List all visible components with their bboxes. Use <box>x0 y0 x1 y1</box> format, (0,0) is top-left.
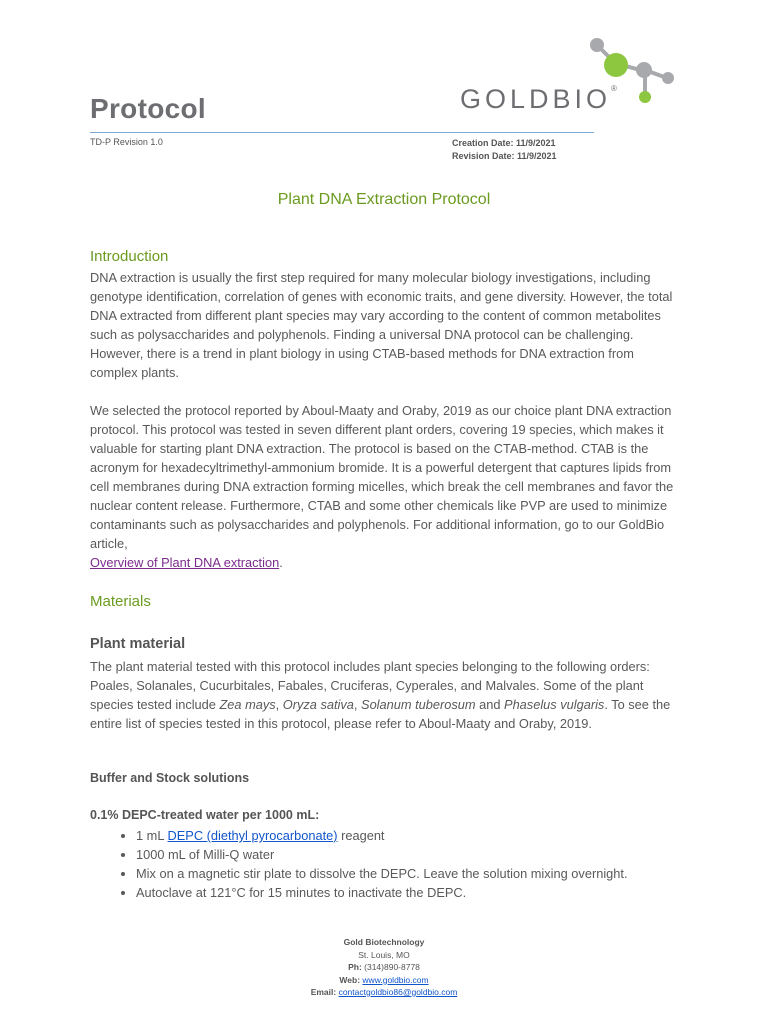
depc-list-container <box>90 826 700 902</box>
email-link[interactable]: contactgoldbio86@goldbio.com <box>338 987 458 997</box>
list-item <box>136 826 700 845</box>
species-phaselus-vulgaris: Phaselus vulgaris <box>504 697 605 712</box>
revision-date: Revision Date: 11/9/2021 <box>452 151 557 161</box>
plant-material-paragraph <box>90 657 682 733</box>
date-block <box>452 137 557 163</box>
phone-label: Ph: <box>348 962 362 972</box>
logo-registered-mark: ® <box>611 84 617 93</box>
depc-bullet-list <box>90 826 700 902</box>
logo-wordmark: GOLDBIO <box>460 84 612 114</box>
footer-web <box>0 974 768 987</box>
list-item: • Mix on a magnetic stir plate to dissolve the DEPC. Leave the solution mixing overnight. <box>136 864 700 883</box>
list-item-text: reagent <box>337 828 385 843</box>
comma: , <box>275 697 283 712</box>
email-label: Email: <box>310 987 337 997</box>
introduction-paragraph-2 <box>90 401 682 572</box>
plant-material-text-2: . To see the entire list of species tested in this protocol, please refer to Aboul-Maaty and Oraby, 2019. <box>90 697 671 731</box>
and-text: and <box>475 697 505 712</box>
web-label: Web: <box>339 974 361 985</box>
plant-material-heading: Plant material <box>90 636 186 652</box>
plant-material-text-1: The plant material tested with this protocol includes plant species belonging to the following orders: Poales, Solanales, Cucurbitales, Fabales, Cruciferas, Cyperales, and Malvales. Some of the plant species tested include <box>90 659 650 712</box>
creation-date: Creation Date: 11/9/2021 <box>452 138 556 148</box>
plant-material-text <box>90 657 682 733</box>
comma: , <box>353 697 362 712</box>
introduction-heading: Introduction <box>90 248 169 265</box>
species-zea-mays: Zea mays <box>219 697 276 712</box>
intro-text-2 <box>90 401 682 572</box>
species-solanum-tuberosum: Solanum tuberosum <box>361 697 476 712</box>
document-type-title: Protocol <box>90 93 206 124</box>
list-item: • 1000 mL of Milli-Q water <box>136 845 700 864</box>
introduction-paragraph-1 <box>90 268 682 382</box>
footer-company: Gold Biotechnology <box>343 937 425 947</box>
intro-text-1: DNA extraction is usually the first step required for many molecular biology investigations, including genotype identification, correlation of genes with economic traits, and gene diversity. However, the total DNA extracted from different plant species may vary according to the content of common metabolites such as polysaccharides and polyphenols. Finding a universal DNA protocol can be challenging. However, there is a trend in plant biology in using CTAB-based methods for DNA extraction from complex plants. <box>90 270 673 380</box>
list-item-text: 1 mL <box>136 828 168 843</box>
footer-location: St. Louis, MO <box>358 949 410 960</box>
depc-reagent-link[interactable]: DEPC (diethyl pyrocarbonate) <box>167 828 338 843</box>
phone-number: (314)890-8778 <box>361 962 420 972</box>
website-link[interactable]: www.goldbio.com <box>362 974 429 985</box>
footer <box>0 936 768 999</box>
list-item: • Autoclave at 121°C for 15 minutes to inactivate the DEPC. <box>136 883 700 902</box>
goldbio-molecule-logo-icon <box>585 35 680 107</box>
footer-email <box>0 986 768 999</box>
buffer-stock-heading: Buffer and Stock solutions <box>90 771 250 785</box>
materials-heading: Materials <box>90 593 151 610</box>
species-oryza-sativa: Oryza sativa <box>282 697 354 712</box>
revision-label: TD-P Revision 1.0 <box>90 137 163 147</box>
intro-text-2-body: We selected the protocol reported by Aboul-Maaty and Oraby, 2019 as our choice plant DNA extraction protocol. This protocol was tested in seven different plant orders, covering 19 species, which makes it valuable for starting plant DNA extraction. The protocol is based on the CTAB-method. CTAB is the acronym for hexadecyltrimethyl-ammonium bromide. It is a powerful detergent that captures lipids from cell membranes during DNA extraction forming micelles, which break the cell membranes and favor the nuclear content release. Furthermore, CTAB and some other chemicals like PVP are used to minimize contaminants such as polysaccharides and polyphenols. For additional information, go to our GoldBio article, <box>90 403 674 551</box>
overview-plant-dna-link[interactable]: Overview of Plant DNA extraction <box>90 555 280 570</box>
footer-phone <box>0 961 768 974</box>
intro-link-period: . <box>279 555 283 570</box>
depc-water-heading: 0.1% DEPC-treated water per 1000 mL: <box>90 808 320 822</box>
protocol-title: Plant DNA Extraction Protocol <box>277 191 491 208</box>
header-divider <box>90 132 594 133</box>
